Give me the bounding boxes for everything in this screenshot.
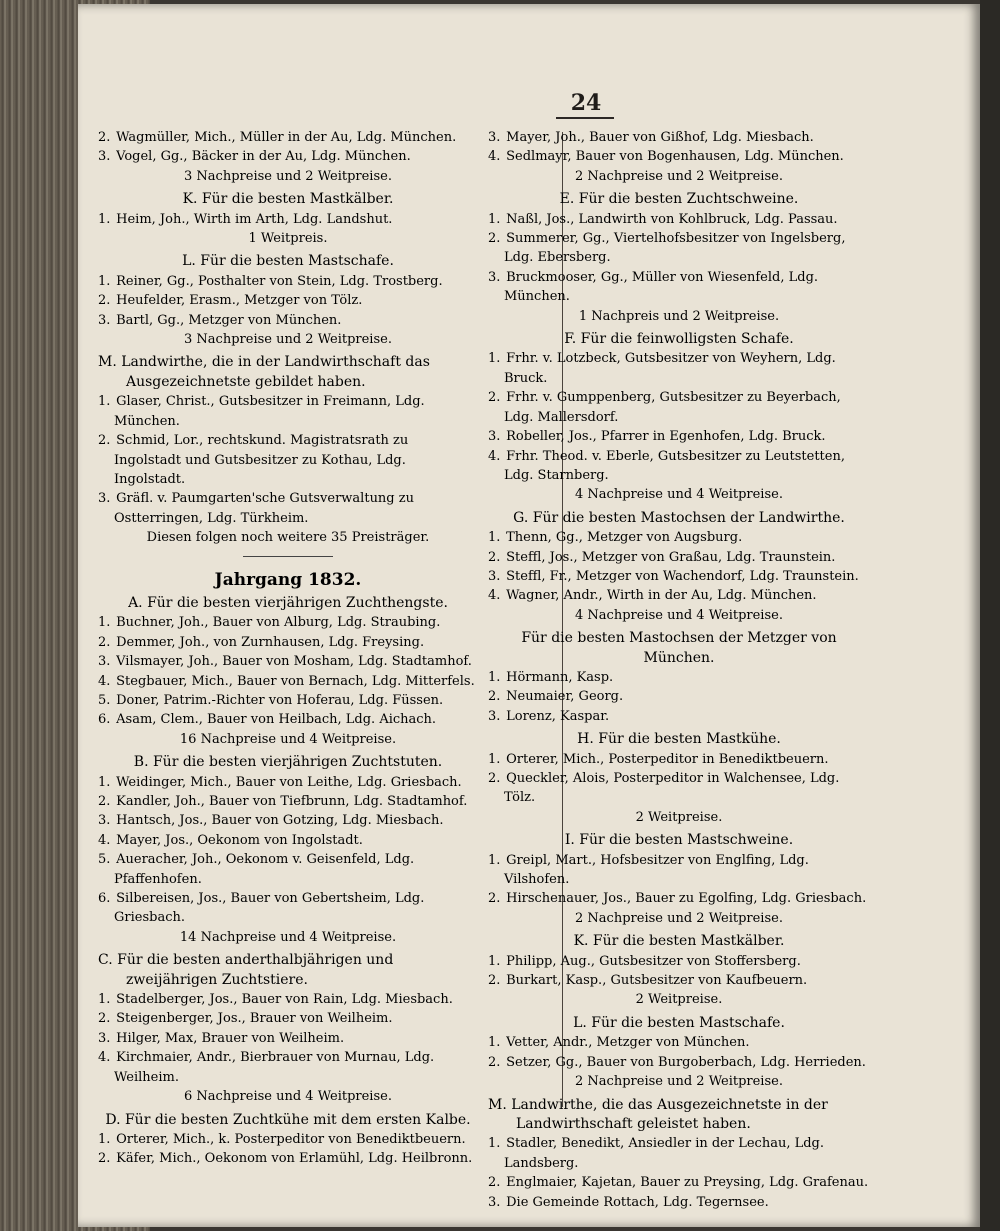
item-number: 2. xyxy=(488,549,501,565)
list-item xyxy=(488,528,870,547)
item-text: Käfer, Mich., Oekonom von Erlamühl, Ldg. Heilbronn. xyxy=(112,1151,473,1167)
prize-note: 2 Nachpreise und 2 Weitpreise. xyxy=(575,910,783,926)
section-heading: F. Für die feinwolligsten Schafe. xyxy=(564,331,794,348)
item-number: 1. xyxy=(488,953,501,969)
list-item xyxy=(98,210,478,229)
item-number: 2. xyxy=(488,689,501,705)
item-text: Mayer, Joh., Bauer von Gißhof, Ldg. Miesbach. xyxy=(502,130,814,145)
prize-note: 1 Nachpreis und 2 Weitpreise. xyxy=(578,308,780,324)
prize-note: 2 Nachpreise und 2 Weitpreise. xyxy=(575,168,783,184)
list-item xyxy=(98,431,478,489)
list-item xyxy=(98,710,478,729)
list-item xyxy=(488,548,870,567)
list-item xyxy=(488,971,870,990)
list-item xyxy=(98,272,478,291)
item-number: 5. xyxy=(98,692,111,708)
item-text: Frhr. v. Gumppenberg, Gutsbesitzer zu Beyerbach, Ldg. Mallersdorf. xyxy=(502,390,841,425)
item-number: 2. xyxy=(98,1011,111,1027)
item-number: 2. xyxy=(488,771,501,786)
item-text: Wagner, Andr., Wirth in der Au, Ldg. München. xyxy=(502,588,817,604)
list-item xyxy=(98,1029,478,1048)
item-text: Orterer, Mich., k. Posterpeditor von Benediktbeuern. xyxy=(112,1131,466,1147)
list-item xyxy=(488,668,870,687)
left-column xyxy=(98,128,478,1169)
item-text: Demmer, Joh., von Zurnhausen, Ldg. Freysing. xyxy=(112,634,425,650)
item-number: 3. xyxy=(98,149,111,165)
list-item xyxy=(488,1053,870,1072)
item-number: 1. xyxy=(98,273,111,289)
item-text: Wagmüller, Mich., Müller in der Au, Ldg. München. xyxy=(112,130,457,145)
section-heading: C. Für die besten anderthalbjährigen und zweijährigen Zuchtstiere. xyxy=(98,952,394,988)
item-text: Sedlmayr, Bauer von Bogenhausen, Ldg. München. xyxy=(502,149,844,165)
prize-note: 4 Nachpreise und 4 Weitpreise. xyxy=(575,487,783,503)
year-heading: Jahrgang 1832. xyxy=(214,569,362,590)
list-item xyxy=(488,210,870,229)
list-item xyxy=(98,1048,478,1087)
section-heading: M. Landwirthe, die in der Landwirthschaft das Ausgezeichnetste gebildet haben. xyxy=(98,354,430,390)
list-item xyxy=(98,489,478,528)
list-item xyxy=(98,128,478,147)
item-text: Thenn, Gg., Metzger von Augsburg. xyxy=(502,530,743,546)
item-number: 1. xyxy=(98,1131,111,1147)
item-number: 2. xyxy=(488,973,501,989)
item-text: Aueracher, Joh., Oekonom v. Geisenfeld, Ldg. Pfaffenhofen. xyxy=(112,852,415,887)
item-number: 2. xyxy=(98,130,111,145)
item-text: Hirschenauer, Jos., Bauer zu Egolfing, Ldg. Griesbach. xyxy=(502,891,867,907)
item-number: 1. xyxy=(488,211,501,227)
item-number: 3. xyxy=(488,1194,501,1210)
list-item xyxy=(488,687,870,706)
item-number: 3. xyxy=(488,130,501,145)
item-number: 4. xyxy=(98,832,111,848)
item-number: 1. xyxy=(98,394,111,410)
item-number: 3. xyxy=(98,312,111,328)
prize-note: 14 Nachpreise und 4 Weitpreise. xyxy=(179,929,397,945)
item-text: Naßl, Jos., Landwirth von Kohlbruck, Ldg. Passau. xyxy=(502,211,838,227)
list-item xyxy=(98,147,478,166)
item-text: Stadelberger, Jos., Bauer von Rain, Ldg. Miesbach. xyxy=(112,992,453,1008)
section-heading: H. Für die besten Mastkühe. xyxy=(577,731,781,748)
item-number: 6. xyxy=(98,712,111,728)
item-text: Hörmann, Kasp. xyxy=(502,669,614,685)
section-heading: B. Für die besten vierjährigen Zuchtstuten. xyxy=(133,754,443,771)
item-number: 1. xyxy=(98,211,111,227)
list-item xyxy=(488,851,870,890)
page-number: 24 xyxy=(570,90,602,116)
item-number: 1. xyxy=(488,669,501,685)
item-number: 2. xyxy=(98,634,111,650)
list-item xyxy=(98,773,478,792)
list-item xyxy=(98,811,478,830)
list-item xyxy=(488,1173,870,1192)
item-number: 3. xyxy=(98,1030,111,1046)
item-text: Heufelder, Erasm., Metzger von Tölz. xyxy=(112,293,363,309)
list-item xyxy=(488,952,870,971)
item-number: 2. xyxy=(488,1054,501,1070)
item-text: Weidinger, Mich., Bauer von Leithe, Ldg. Griesbach. xyxy=(112,774,462,790)
item-text: Queckler, Alois, Posterpeditor in Walchensee, Ldg. Tölz. xyxy=(502,771,840,806)
page-number-rule xyxy=(556,117,614,119)
section-heading: L. Für die besten Mastschafe. xyxy=(573,1014,785,1031)
list-item xyxy=(488,147,870,166)
item-text: Hantsch, Jos., Bauer von Gotzing, Ldg. Miesbach. xyxy=(112,813,444,829)
item-text: Summerer, Gg., Viertelhofsbesitzer von Ingelsberg, Ldg. Ebersberg. xyxy=(502,231,846,266)
background-strip xyxy=(980,0,1000,1231)
item-number: 6. xyxy=(98,891,111,907)
prize-note: 2 Weitpreise. xyxy=(635,809,723,825)
item-number: 3. xyxy=(98,813,111,829)
list-item xyxy=(98,831,478,850)
item-text: Greipl, Mart., Hofsbesitzer von Englfing, Ldg. Vilshofen. xyxy=(502,852,809,888)
item-text: Robeller, Jos., Pfarrer in Egenhofen, Ldg. Bruck. xyxy=(502,429,826,445)
prize-note: 3 Nachpreise und 2 Weitpreise. xyxy=(184,168,392,184)
list-item xyxy=(98,392,478,431)
section-heading: D. Für die besten Zuchtkühe mit dem ersten Kalbe. xyxy=(105,1111,471,1128)
item-text: Schmid, Lor., rechtskund. Magistratsrath zu Ingolstadt und Gutsbesitzer zu Kothau, Ldg. Ingolstadt. xyxy=(112,433,409,487)
item-number: 3. xyxy=(488,269,501,285)
section-heading: L. Für die besten Mastschafe. xyxy=(182,253,394,270)
item-text: Burkart, Kasp., Gutsbesitzer von Kaufbeuern. xyxy=(502,973,808,989)
section-heading: K. Für die besten Mastkälber. xyxy=(182,191,394,208)
item-number: 4. xyxy=(488,588,501,604)
item-text: Mayer, Jos., Oekonom von Ingolstadt. xyxy=(112,832,363,848)
item-text: Reiner, Gg., Posthalter von Stein, Ldg. Trostberg. xyxy=(112,273,443,289)
list-item xyxy=(98,889,478,928)
list-item xyxy=(98,792,478,811)
list-item xyxy=(488,427,870,446)
list-item xyxy=(98,1130,478,1149)
item-number: 3. xyxy=(488,568,501,584)
list-item xyxy=(98,850,478,889)
item-text: Frhr. v. Lotzbeck, Gutsbesitzer von Weyhern, Ldg. Bruck. xyxy=(502,351,836,386)
prize-note: 2 Nachpreise und 2 Weitpreise. xyxy=(575,1074,783,1090)
item-number: 2. xyxy=(98,433,111,449)
list-item xyxy=(488,707,870,726)
item-number: 1. xyxy=(488,1136,501,1152)
item-text: Asam, Clem., Bauer von Heilbach, Ldg. Aichach. xyxy=(112,712,437,728)
item-number: 2. xyxy=(98,1151,111,1167)
right-column xyxy=(488,128,870,1212)
item-text: Frhr. Theod. v. Eberle, Gutsbesitzer zu Leutstetten, Ldg. Starnberg. xyxy=(502,448,845,483)
prize-note: Diesen folgen noch weitere 35 Preisträger. xyxy=(146,530,430,546)
item-text: Bruckmooser, Gg., Müller von Wiesenfeld, Ldg. München. xyxy=(502,269,819,305)
list-item xyxy=(488,268,870,307)
item-text: Philipp, Aug., Gutsbesitzer von Stoffersberg. xyxy=(502,953,801,969)
section-heading: M. Landwirthe, die das Ausgezeichnetste in der Landwirthschaft geleistet haben. xyxy=(488,1096,828,1132)
item-number: 2. xyxy=(488,231,501,247)
year-divider-rule xyxy=(243,556,333,557)
prize-note: 1 Weitpreis. xyxy=(248,231,328,247)
section-heading: I. Für die besten Mastschweine. xyxy=(564,832,794,849)
item-text: Vogel, Gg., Bäcker in der Au, Ldg. München. xyxy=(112,149,411,165)
item-text: Neumaier, Georg. xyxy=(502,689,624,705)
item-text: Kirchmaier, Andr., Bierbrauer von Murnau, Ldg. Weilheim. xyxy=(112,1050,435,1085)
item-number: 4. xyxy=(488,149,501,165)
item-number: 2. xyxy=(98,794,111,809)
item-text: Englmaier, Kajetan, Bauer zu Preysing, Ldg. Grafenau. xyxy=(502,1175,869,1191)
list-item xyxy=(488,567,870,586)
item-text: Glaser, Christ., Gutsbesitzer in Freimann, Ldg. München. xyxy=(112,394,425,429)
item-text: Stadler, Benedikt, Ansiedler in der Lechau, Ldg. Landsberg. xyxy=(502,1136,824,1171)
item-text: Stegbauer, Mich., Bauer von Bernach, Ldg. Mitterfels. xyxy=(112,673,475,689)
item-text: Hilger, Max, Brauer von Weilheim. xyxy=(112,1030,345,1046)
item-number: 2. xyxy=(488,390,501,406)
item-number: 4. xyxy=(488,448,501,464)
section-heading: Für die besten Mastochsen der Metzger von München. xyxy=(521,630,837,666)
item-text: Kandler, Joh., Bauer von Tiefbrunn, Ldg. Stadtamhof. xyxy=(112,794,468,809)
item-number: 1. xyxy=(98,992,111,1008)
item-text: Silbereisen, Jos., Bauer von Gebertsheim, Ldg. Griesbach. xyxy=(112,891,425,926)
list-item xyxy=(488,1193,870,1212)
item-text: Vilsmayer, Joh., Bauer von Mosham, Ldg. Stadtamhof. xyxy=(112,654,472,670)
list-item xyxy=(98,291,478,310)
item-number: 1. xyxy=(98,615,111,631)
list-item xyxy=(488,349,870,388)
item-number: 2. xyxy=(488,891,501,907)
prize-note: 16 Nachpreise und 4 Weitpreise. xyxy=(179,731,397,747)
list-item xyxy=(98,613,478,632)
prize-note: 4 Nachpreise und 4 Weitpreise. xyxy=(575,607,783,623)
item-number: 5. xyxy=(98,852,111,868)
item-text: Steffl, Fr., Metzger von Wachendorf, Ldg. Traunstein. xyxy=(502,568,859,584)
list-item xyxy=(488,388,870,427)
item-number: 1. xyxy=(488,351,501,367)
item-number: 4. xyxy=(98,673,111,689)
item-number: 3. xyxy=(488,429,501,445)
list-item xyxy=(488,750,870,769)
list-item xyxy=(98,672,478,691)
list-item xyxy=(98,990,478,1009)
list-item xyxy=(488,1134,870,1173)
list-item xyxy=(488,229,870,268)
item-text: Gräfl. v. Paumgarten'sche Gutsverwaltung zu Ostterringen, Ldg. Türkheim. xyxy=(112,491,414,526)
item-text: Vetter, Andr., Metzger von München. xyxy=(502,1035,750,1051)
section-heading: G. Für die besten Mastochsen der Landwirthe. xyxy=(513,509,845,526)
section-heading: A. Für die besten vierjährigen Zuchthengste. xyxy=(128,594,448,611)
list-item xyxy=(488,1033,870,1052)
item-number: 1. xyxy=(488,1035,501,1051)
item-number: 1. xyxy=(98,774,111,790)
item-text: Setzer, Gg., Bauer von Burgoberbach, Ldg. Herrieden. xyxy=(502,1054,866,1070)
item-number: 1. xyxy=(488,852,501,868)
list-item xyxy=(98,633,478,652)
list-item xyxy=(488,447,870,486)
prize-note: 2 Weitpreise. xyxy=(635,992,723,1008)
list-item xyxy=(488,889,870,908)
section-heading: K. Für die besten Mastkälber. xyxy=(573,933,785,950)
prize-note: 3 Nachpreise und 2 Weitpreise. xyxy=(184,332,392,348)
list-item xyxy=(98,1009,478,1028)
item-text: Buchner, Joh., Bauer von Alburg, Ldg. Straubing. xyxy=(112,615,441,631)
item-text: Lorenz, Kaspar. xyxy=(502,708,610,724)
list-item xyxy=(488,586,870,605)
list-item xyxy=(98,1149,478,1168)
item-number: 3. xyxy=(488,708,501,724)
item-number: 2. xyxy=(98,293,111,309)
list-item xyxy=(98,652,478,671)
item-number: 2. xyxy=(488,1175,501,1191)
list-item xyxy=(488,769,870,808)
item-text: Bartl, Gg., Metzger von München. xyxy=(112,312,342,328)
prize-note: 6 Nachpreise und 4 Weitpreise. xyxy=(184,1089,392,1105)
item-number: 3. xyxy=(98,491,111,507)
item-text: Die Gemeinde Rottach, Ldg. Tegernsee. xyxy=(502,1194,769,1210)
list-item xyxy=(488,128,870,147)
item-number: 4. xyxy=(98,1050,111,1066)
item-text: Doner, Patrim.-Richter von Hoferau, Ldg. Füssen. xyxy=(112,692,444,708)
item-number: 1. xyxy=(488,751,501,767)
section-heading: E. Für die besten Zuchtschweine. xyxy=(559,191,799,208)
list-item xyxy=(98,311,478,330)
item-text: Heim, Joh., Wirth im Arth, Ldg. Landshut. xyxy=(112,211,393,227)
item-text: Steffl, Jos., Metzger von Graßau, Ldg. Traunstein. xyxy=(502,549,836,565)
item-number: 1. xyxy=(488,530,501,546)
list-item xyxy=(98,691,478,710)
item-text: Steigenberger, Jos., Brauer von Weilheim. xyxy=(112,1011,393,1027)
item-number: 3. xyxy=(98,654,111,670)
item-text: Orterer, Mich., Posterpeditor in Benediktbeuern. xyxy=(502,751,829,767)
